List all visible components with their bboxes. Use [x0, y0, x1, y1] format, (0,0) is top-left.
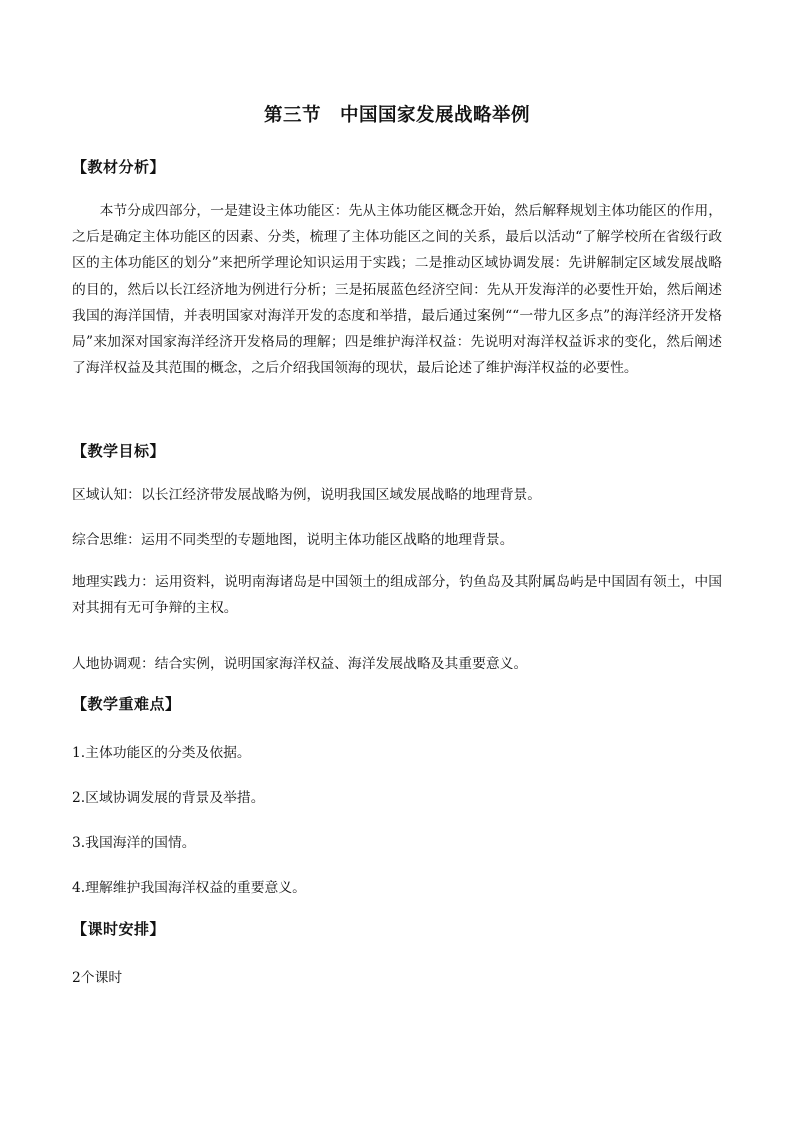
section-heading-analysis: 【教材分析】	[72, 158, 166, 176]
section-heading-schedule: 【课时安排】	[72, 920, 166, 938]
page-title: 第三节 中国国家发展战略举例	[263, 105, 530, 126]
document-page	[72, 0, 722, 1123]
schedule-text: 2个课时	[72, 970, 123, 986]
analysis-paragraph: 本节分成四部分，一是建设主体功能区：先从主体功能区概念开始，然后解释规划主体功能区的作用，之后是确定主体功能区的因素、分类，梳理了主体功能区之间的关系，最后以活动“了解学校所在省级行政区的主体功能区的划分”来把所学理论知识运用于实践；二是推动区域协调发展：先讲解制定区域发展战略的目的，然后以长江经济地为例进行分析；三是拓展蓝色经济空间：先从开发海洋的必要性开始，然后阐述我国的海洋国情，并表明国家对海洋开发的态度和举措，最后通过案例““一带九区多点”的海洋经济开发格局”来加深对国家海洋经济开发格局的理解；四是维护海洋权益：先说明对海洋权益诉求的变化，然后阐述了海洋权益及其范围的概念，之后介绍我国领海的现状，最后论述了维护海洋权益的必要性。	[72, 203, 722, 377]
objective-item: 区域认知：以长江经济带发展战略为例，说明我国区域发展战略的地理背景。	[72, 487, 542, 503]
key-point-item: 2.区域协调发展的背景及举措。	[72, 790, 265, 806]
objective-item: 地理实践力：运用资料，说明南海诸岛是中国领土的组成部分，钓鱼岛及其附属岛屿是中国固有领土，中国对其拥有无可争辩的主权。	[72, 574, 722, 617]
objective-item: 人地协调观：结合实例，说明国家海洋权益、海洋发展战略及其重要意义。	[72, 656, 528, 672]
key-point-item: 1.主体功能区的分类及依据。	[72, 745, 251, 761]
section-heading-key-points: 【教学重难点】	[72, 695, 181, 713]
objective-item: 综合思维：运用不同类型的专题地图，说明主体功能区战略的地理背景。	[72, 532, 514, 548]
key-point-item: 4.理解维护我国海洋权益的重要意义。	[72, 880, 306, 896]
section-heading-objectives: 【教学目标】	[72, 442, 166, 460]
key-point-item: 3.我国海洋的国情。	[72, 835, 196, 851]
